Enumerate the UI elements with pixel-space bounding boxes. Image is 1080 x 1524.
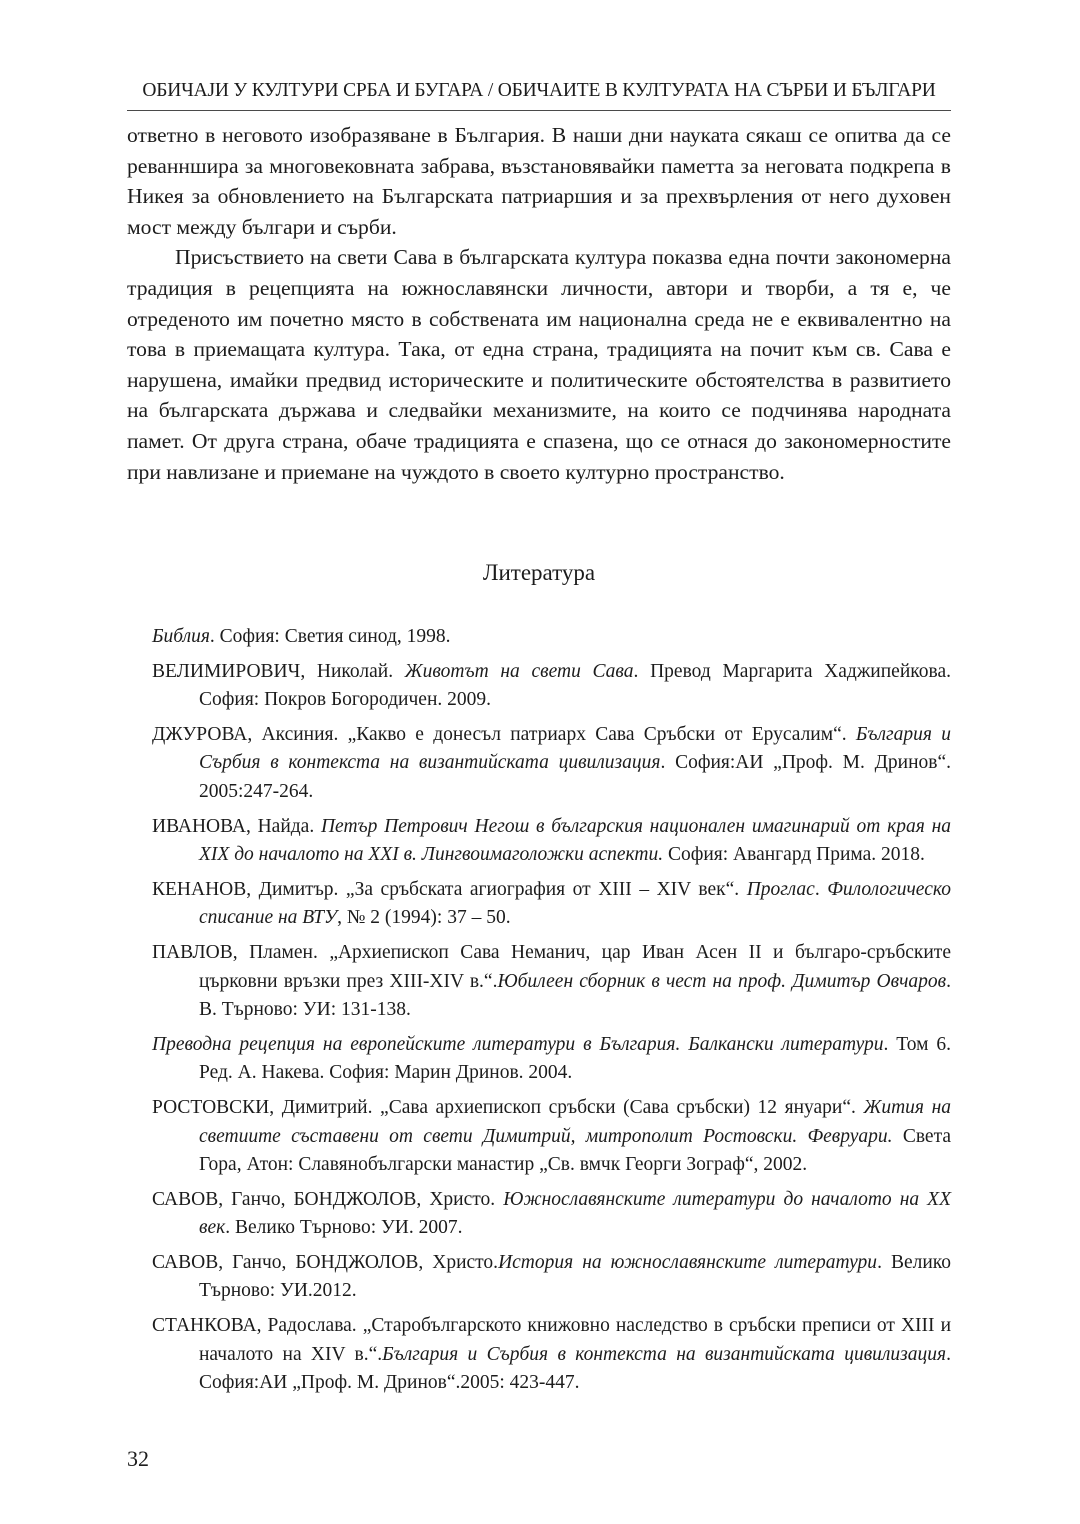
bibliography-title: Юбилеен сборник в чест на проф. Димитър Овчаров (497, 970, 947, 992)
bibliography-title: Преводна рецепция на европейските литератури в България. Балкански литератури (152, 1033, 884, 1055)
bibliography-text: . София: Светия синод, 1998. (209, 626, 451, 647)
bibliography-entry (152, 1312, 951, 1398)
bibliography-entry (152, 1031, 951, 1088)
bibliography-list (152, 623, 951, 1404)
bibliography-title: Петър Петрович Негош в българския национален имагинарий от края на XIX до началото на XXI в. Лингвоимаголожки аспекти. (199, 815, 951, 866)
bibliography-title: Южнославянските литератури до началото на XX век (199, 1188, 951, 1239)
bibliography-entry (152, 876, 951, 933)
bibliography-title: Библия (152, 626, 210, 647)
body-paragraph: ответно в неговото изобразяване в България. В наши дни науката сякаш се опитва да се реванншира за многовековната забрава, възстановявайки паметта за неговата подкрепа в Никея за обновлението на Българската патриаршия и за прехвърления от него духовен мост между българи и сърби. (127, 123, 951, 239)
bibliography-text: . Велико Търново: УИ. 2007. (225, 1217, 463, 1239)
bibliography-text: . В. Търново: УИ: 131-138. (199, 970, 951, 1021)
bibliography-text: . София:АИ „Проф. М. Дринов“.2005: 423-447. (199, 1343, 951, 1394)
body-text (127, 120, 951, 487)
bibliography-entry (152, 1249, 951, 1306)
running-header: ОБИЧАЈИ У КУЛТУРИ СРБА И БУГАРА / ОБИЧАИТЕ В КУЛТУРАТА НА СЪРБИ И БЪЛГАРИ (142, 80, 936, 101)
bibliography-text: София: Авангард Прима. 2018. (663, 844, 925, 866)
bibliography-text: . (814, 878, 828, 900)
bibliography-text: ВЕЛИМИРОВИЧ, Николай. (152, 660, 405, 682)
bibliography-entry (152, 658, 951, 715)
bibliography-text: ПАВЛОВ, Пламен. „Архиепископ Сава Неманич, цар Иван Асен II и българо-сръбските църковни връзки през XIII-XIV в.“. (152, 941, 951, 992)
header-rule (127, 110, 951, 111)
bibliography-title: История на южнославянските литератури (498, 1251, 878, 1273)
bibliography-text: САВОВ, Ганчо, БОНДЖОЛОВ, Христо. (152, 1188, 504, 1210)
bibliography-title: Животът на свети Сава (404, 660, 634, 682)
bibliography-title: Филологическо списание на ВТУ (199, 878, 951, 929)
body-paragraph: Присъствието на свети Сава в българската култура показва една почти закономерна традиция в рецепцията на южнославянски личности, автори и творби, а тя е, че отреденото им почетно място в собствената им национална среда не е еквивалентно на това в приемащата култура. Така, от една страна, традицията на почит към св. Сава е нарушена, имайки предвид историческите и политическите обстоятелства в развитието на българската държава и следвайки механизмите, на които се подчинява народната памет. От друга страна, обаче традицията е спазена, що се отнася до закономерностите при навлизане и приемане на чуждото в своето културно пространство. (127, 245, 951, 484)
bibliography-text: . Том 6. Ред. А. Накева. София: Марин Дринов. 2004. (199, 1033, 951, 1084)
bibliography-entry (152, 813, 951, 870)
bibliography-text: Света Гора, Атон: Славянобългарски манастир „Св. вмчк Георги Зограф“, 2002. (199, 1125, 952, 1176)
bibliography-text: КЕНАНОВ, Димитър. „За сръбската агиография от XIII – XIV век“. (152, 878, 747, 900)
bibliography-text: ИВАНОВА, Найда. (152, 815, 321, 837)
bibliography-text: ДЖУРОВА, Аксиния. „Какво е донесъл патриарх Сава Сръбски от Ерусалим“. (152, 723, 856, 745)
page-number: 32 (127, 1446, 149, 1471)
bibliography-title: България и Сърбия в контекста на византийската цивилизация (199, 723, 951, 774)
bibliography-title: Проглас (746, 878, 815, 900)
bibliography-title: Жития на светиите съставени от свети Димитрий, митрополит Ростовски. Февруари. (199, 1096, 952, 1147)
bibliography-text: САВОВ, Ганчо, БОНДЖОЛОВ, Христо. (152, 1251, 499, 1273)
bibliography-text: РОСТОВСКИ, Димитрий. „Сава архиепископ сръбски (Сава сръбски) 12 януари“. (152, 1096, 864, 1118)
bibliography-entry (152, 623, 951, 652)
bibliography-text: , № 2 (1994): 37 – 50. (337, 907, 511, 929)
literature-heading: Литература (482, 560, 596, 585)
bibliography-title: България и Сърбия в контекста на византийската цивилизация (382, 1343, 947, 1365)
bibliography-text: . Велико Търново: УИ.2012. (199, 1251, 952, 1302)
bibliography-text: . Превод Маргарита Хаджипейкова. София: Покров Богородичен. 2009. (199, 660, 951, 711)
bibliography-entry (152, 721, 951, 807)
bibliography-text: СТАНКОВА, Радослава. „Старобългарското книжовно наследство в сръбски преписи от XIII и началото на XIV в.“. (152, 1315, 951, 1365)
bibliography-entry (152, 939, 951, 1025)
bibliography-entry (152, 1094, 951, 1180)
bibliography-text: . София:АИ „Проф. М. Дринов“. 2005:247-264. (199, 752, 951, 802)
bibliography-entry (152, 1186, 951, 1243)
